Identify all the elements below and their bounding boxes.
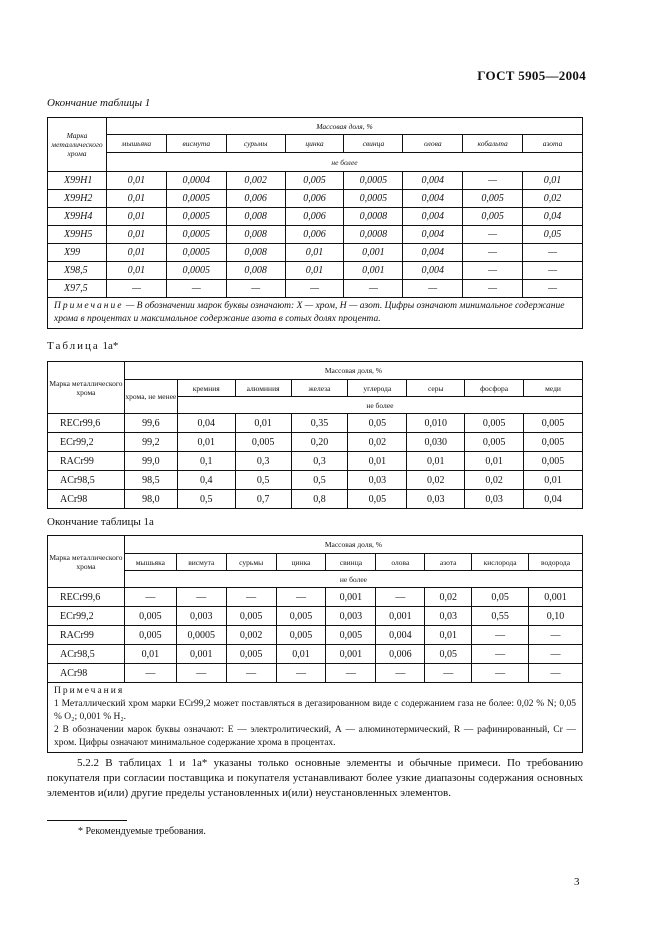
table-cell: 0,005 [465, 433, 524, 452]
table1-mass-header: Массовая доля, % [106, 118, 582, 135]
table-cell: 0,002 [226, 626, 276, 645]
table-cell: 0,006 [285, 208, 344, 226]
table-cell: — [106, 280, 166, 298]
table-cell: — [523, 262, 583, 280]
table3-mark-header: Марка металлического хрома [48, 536, 125, 588]
table1-element: цинка [285, 135, 344, 153]
table-cell: 0,005 [276, 626, 326, 645]
table-cell: 0,01 [285, 262, 344, 280]
table-cell: — [472, 645, 529, 664]
table3-element: азота [425, 554, 472, 571]
row-mark: ECr99,2 [48, 433, 125, 452]
table-cell: 0,006 [285, 226, 344, 244]
table-cell: 0,001 [176, 645, 226, 664]
table-cell: 0,005 [524, 414, 583, 433]
table-row [48, 262, 583, 280]
table-cell: 0,006 [376, 645, 425, 664]
table-cell: 0,0005 [166, 190, 226, 208]
table-cell: 0,55 [472, 607, 529, 626]
table-cell: 0,02 [348, 433, 407, 452]
table-cell: 0,005 [226, 607, 276, 626]
table-cell: 0,004 [403, 226, 463, 244]
page-number: 3 [574, 876, 580, 888]
table-cell: 0,005 [235, 433, 291, 452]
table-cell: 0,5 [235, 471, 291, 490]
table-cell: 0,005 [524, 433, 583, 452]
row-mark: Х99Н4 [48, 208, 107, 226]
table1-caption: Окончание таблицы 1 [47, 97, 151, 109]
table2-mark-header: Марка металлического хрома [48, 362, 125, 414]
table-cell: — [344, 280, 403, 298]
table-cell: 0,01 [106, 262, 166, 280]
row-mark: ACr98,5 [48, 645, 125, 664]
table-cell: 0,004 [403, 190, 463, 208]
table-row [48, 471, 583, 490]
table-cell: 0,008 [226, 244, 285, 262]
table-cell: — [529, 664, 583, 683]
table-cell: 0,0005 [166, 226, 226, 244]
row-mark: Х97,5 [48, 280, 107, 298]
table-cell: 0,20 [291, 433, 348, 452]
table-cell: — [472, 626, 529, 645]
table-cell: — [523, 244, 583, 262]
table-cell: — [166, 280, 226, 298]
table-cell: 0,01 [276, 645, 326, 664]
table-cell: 0,008 [226, 226, 285, 244]
table-cell: 0,001 [344, 244, 403, 262]
table-cell: — [376, 664, 425, 683]
table-cell: 0,05 [348, 490, 407, 509]
table-cell: 0,01 [106, 190, 166, 208]
table-cell: — [472, 664, 529, 683]
table-cell: 0,001 [376, 607, 425, 626]
table-cell: 0,001 [344, 262, 403, 280]
table-cell: — [124, 664, 176, 683]
table-cell: 0,02 [523, 190, 583, 208]
table-cell: — [276, 664, 326, 683]
table-cell: 0,02 [425, 588, 472, 607]
table3 [47, 535, 583, 753]
table-cell: 0,0005 [176, 626, 226, 645]
table3-element: олова [376, 554, 425, 571]
table1 [47, 117, 583, 329]
table-cell: 0,02 [407, 471, 465, 490]
table-cell: 0,05 [523, 226, 583, 244]
table-cell: 0,7 [235, 490, 291, 509]
table3-element: сурьмы [226, 554, 276, 571]
row-mark: RECr99,6 [48, 414, 125, 433]
table-cell: 0,004 [403, 172, 463, 190]
table-cell: 0,005 [226, 645, 276, 664]
table-cell: 0,03 [348, 471, 407, 490]
table1-element: сурьмы [226, 135, 285, 153]
table-row [48, 433, 583, 452]
table3-element: свинца [326, 554, 376, 571]
table-cell: — [176, 664, 226, 683]
table-cell: 0,0008 [344, 208, 403, 226]
table3-note-1: 1 Металлический хром марки ECr99,2 может поставляться в дегазированном виде с содержанием газа не более: 0,02 % N; 0,05 % O₂; 0,001 % H₂. [54, 699, 576, 722]
table-cell: 0,008 [226, 208, 285, 226]
table-cell: 0,004 [403, 244, 463, 262]
table-cell: 0,004 [403, 262, 463, 280]
table-cell: 0,0005 [344, 172, 403, 190]
table-cell: 0,005 [465, 414, 524, 433]
table2-limit: не более [177, 397, 582, 414]
table-cell: 0,35 [291, 414, 348, 433]
table-cell: — [463, 172, 523, 190]
table-cell: — [529, 645, 583, 664]
table-cell: 0,01 [465, 452, 524, 471]
table-cell: 0,5 [291, 471, 348, 490]
table-cell: — [326, 664, 376, 683]
table-row [48, 208, 583, 226]
table-cell: 0,005 [524, 452, 583, 471]
table-cell: — [226, 588, 276, 607]
table-cell: 0,005 [463, 208, 523, 226]
table-cell: 0,03 [425, 607, 472, 626]
table-cell: 0,1 [177, 452, 235, 471]
table3-notes-label: Примечания [54, 686, 125, 696]
table3-caption: Окончание таблицы 1а [47, 516, 154, 528]
table-cell: 98,0 [124, 490, 177, 509]
table-cell: — [463, 226, 523, 244]
table-cell: 99,6 [124, 414, 177, 433]
table-row [48, 664, 583, 683]
table1-element: висмута [166, 135, 226, 153]
table2-element: углерода [348, 380, 407, 397]
table-cell: 0,030 [407, 433, 465, 452]
table2-caption-label: Таблица [47, 340, 100, 352]
table3-element: мышьяка [124, 554, 176, 571]
table-row [48, 490, 583, 509]
table-cell: 0,3 [235, 452, 291, 471]
row-mark: RACr99 [48, 626, 125, 645]
table-cell: 0,01 [106, 226, 166, 244]
table2-chrome-header: хрома, не менее [124, 380, 177, 414]
table-cell: 99,0 [124, 452, 177, 471]
row-mark: ACr98 [48, 490, 125, 509]
table-cell: 0,003 [326, 607, 376, 626]
table2-element: меди [524, 380, 583, 397]
table-cell: — [463, 280, 523, 298]
table-cell: 0,03 [465, 490, 524, 509]
table-cell: 0,005 [124, 607, 176, 626]
table-cell: 0,05 [348, 414, 407, 433]
table-cell: — [176, 588, 226, 607]
row-mark: Х99Н1 [48, 172, 107, 190]
table-cell: 0,005 [463, 190, 523, 208]
table1-mark-header: Марка металлического хрома [48, 118, 107, 172]
table-cell: 0,002 [226, 172, 285, 190]
table-row [48, 645, 583, 664]
table-row [48, 244, 583, 262]
table-cell: 0,003 [176, 607, 226, 626]
row-mark: Х99Н2 [48, 190, 107, 208]
table-cell: — [226, 280, 285, 298]
table1-note [48, 298, 583, 329]
table-cell: 0,005 [285, 172, 344, 190]
table3-element: висмута [176, 554, 226, 571]
row-mark: Х99Н5 [48, 226, 107, 244]
table2-caption-number: 1а* [99, 340, 119, 352]
table-cell: 0,0005 [166, 208, 226, 226]
table-cell: 99,2 [124, 433, 177, 452]
row-mark: ACr98 [48, 664, 125, 683]
table-cell: 0,0005 [166, 262, 226, 280]
table-cell: 0,004 [403, 208, 463, 226]
table-cell: — [276, 588, 326, 607]
table2-element: железа [291, 380, 348, 397]
table-cell: 0,006 [285, 190, 344, 208]
table-cell: 0,01 [285, 244, 344, 262]
table-cell: 0,0004 [166, 172, 226, 190]
table-cell: 0,3 [291, 452, 348, 471]
row-mark: RECr99,6 [48, 588, 125, 607]
table-cell: 0,0008 [344, 226, 403, 244]
table1-element: азота [523, 135, 583, 153]
table-cell: 0,006 [226, 190, 285, 208]
table1-element: кобальта [463, 135, 523, 153]
table-row [48, 190, 583, 208]
table-cell: 0,03 [407, 490, 465, 509]
body-paragraph: 5.2.2 В таблицах 1 и 1а* указаны только основные элементы и обычные примеси. По требованию покупателя при согласии поставщика и покупателя устанавливают более узкие диапазоны содержания основных элементов и(или) другие пределы установленных и(или) неустановленных элементов. [47, 757, 583, 799]
footnote: * Рекомендуемые требования. [78, 826, 206, 837]
table-cell: 0,5 [177, 490, 235, 509]
table-cell: 0,005 [276, 607, 326, 626]
table-cell: 0,04 [524, 490, 583, 509]
table2-element: алюминия [235, 380, 291, 397]
table2-element: фосфора [465, 380, 524, 397]
table-row [48, 414, 583, 433]
table-cell: 0,010 [407, 414, 465, 433]
table-cell: 0,01 [177, 433, 235, 452]
table-cell: 0,01 [348, 452, 407, 471]
table-cell: — [523, 280, 583, 298]
standard-header: ГОСТ 5905—2004 [477, 68, 586, 83]
table-cell: 0,001 [529, 588, 583, 607]
table-cell: 0,01 [106, 208, 166, 226]
table2-element: кремния [177, 380, 235, 397]
table-cell: 0,01 [235, 414, 291, 433]
table-cell: 0,04 [523, 208, 583, 226]
table-cell: 0,0005 [166, 244, 226, 262]
table3-element: цинка [276, 554, 326, 571]
table1-element: мышьяка [106, 135, 166, 153]
table3-notes [48, 683, 583, 753]
table-cell: 0,01 [425, 626, 472, 645]
table3-element: кислорода [472, 554, 529, 571]
table-cell: 0,004 [376, 626, 425, 645]
table-cell: 0,01 [524, 471, 583, 490]
table-cell: — [124, 588, 176, 607]
table-row [48, 280, 583, 298]
table-row [48, 172, 583, 190]
row-mark: ECr99,2 [48, 607, 125, 626]
table-cell: 0,008 [226, 262, 285, 280]
table-cell: 0,02 [465, 471, 524, 490]
table-cell: — [226, 664, 276, 683]
table-cell: 0,001 [326, 645, 376, 664]
table-row [48, 626, 583, 645]
table-cell: 0,005 [124, 626, 176, 645]
table-cell: 0,005 [326, 626, 376, 645]
table-cell: — [285, 280, 344, 298]
row-mark: ACr98,5 [48, 471, 125, 490]
table3-mass-header: Массовая доля, % [124, 536, 582, 554]
table-cell: 0,001 [326, 588, 376, 607]
table-cell: 0,4 [177, 471, 235, 490]
table-cell: — [463, 244, 523, 262]
table-cell: 0,8 [291, 490, 348, 509]
table2-element: серы [407, 380, 465, 397]
table3-note-2: 2 В обозначении марок буквы означают: Е — электролитический, А — алюминотермический, R — рафинированный, Cr — хром. Цифры означают минимальное содержание хрома в процентах. [54, 725, 576, 748]
table-cell: — [376, 588, 425, 607]
table-row [48, 588, 583, 607]
table-cell: — [403, 280, 463, 298]
table-row [48, 607, 583, 626]
row-mark: Х99 [48, 244, 107, 262]
table-row [48, 226, 583, 244]
table2-mass-header: Массовая доля, % [124, 362, 582, 380]
table-cell: 0,01 [523, 172, 583, 190]
table-row [48, 452, 583, 471]
table2-caption [47, 340, 118, 352]
table-cell: 0,10 [529, 607, 583, 626]
table-cell: — [463, 262, 523, 280]
table-cell: 0,01 [124, 645, 176, 664]
table3-limit: не более [124, 571, 582, 588]
table-cell: 0,05 [472, 588, 529, 607]
table-cell: 0,05 [425, 645, 472, 664]
table1-element: свинца [344, 135, 403, 153]
row-mark: Х98,5 [48, 262, 107, 280]
table-cell: — [529, 626, 583, 645]
table1-note-text: — В обозначении марок буквы означают: Х — хром, Н — азот. Цифры означают минимальное содержание хрома в процентах и максимальное содержание азота в сотых долях процента. [54, 301, 565, 324]
table-cell: — [425, 664, 472, 683]
table-cell: 0,01 [106, 172, 166, 190]
table-cell: 0,04 [177, 414, 235, 433]
table-cell: 0,01 [106, 244, 166, 262]
table3-element: водорода [529, 554, 583, 571]
table-cell: 0,01 [407, 452, 465, 471]
table1-element: олова [403, 135, 463, 153]
table1-limit: не более [106, 153, 582, 172]
footnote-rule [47, 820, 127, 821]
table-cell: 98,5 [124, 471, 177, 490]
table2 [47, 361, 583, 509]
row-mark: RACr99 [48, 452, 125, 471]
table1-note-label: Примечание [54, 301, 124, 311]
table-cell: 0,0005 [344, 190, 403, 208]
